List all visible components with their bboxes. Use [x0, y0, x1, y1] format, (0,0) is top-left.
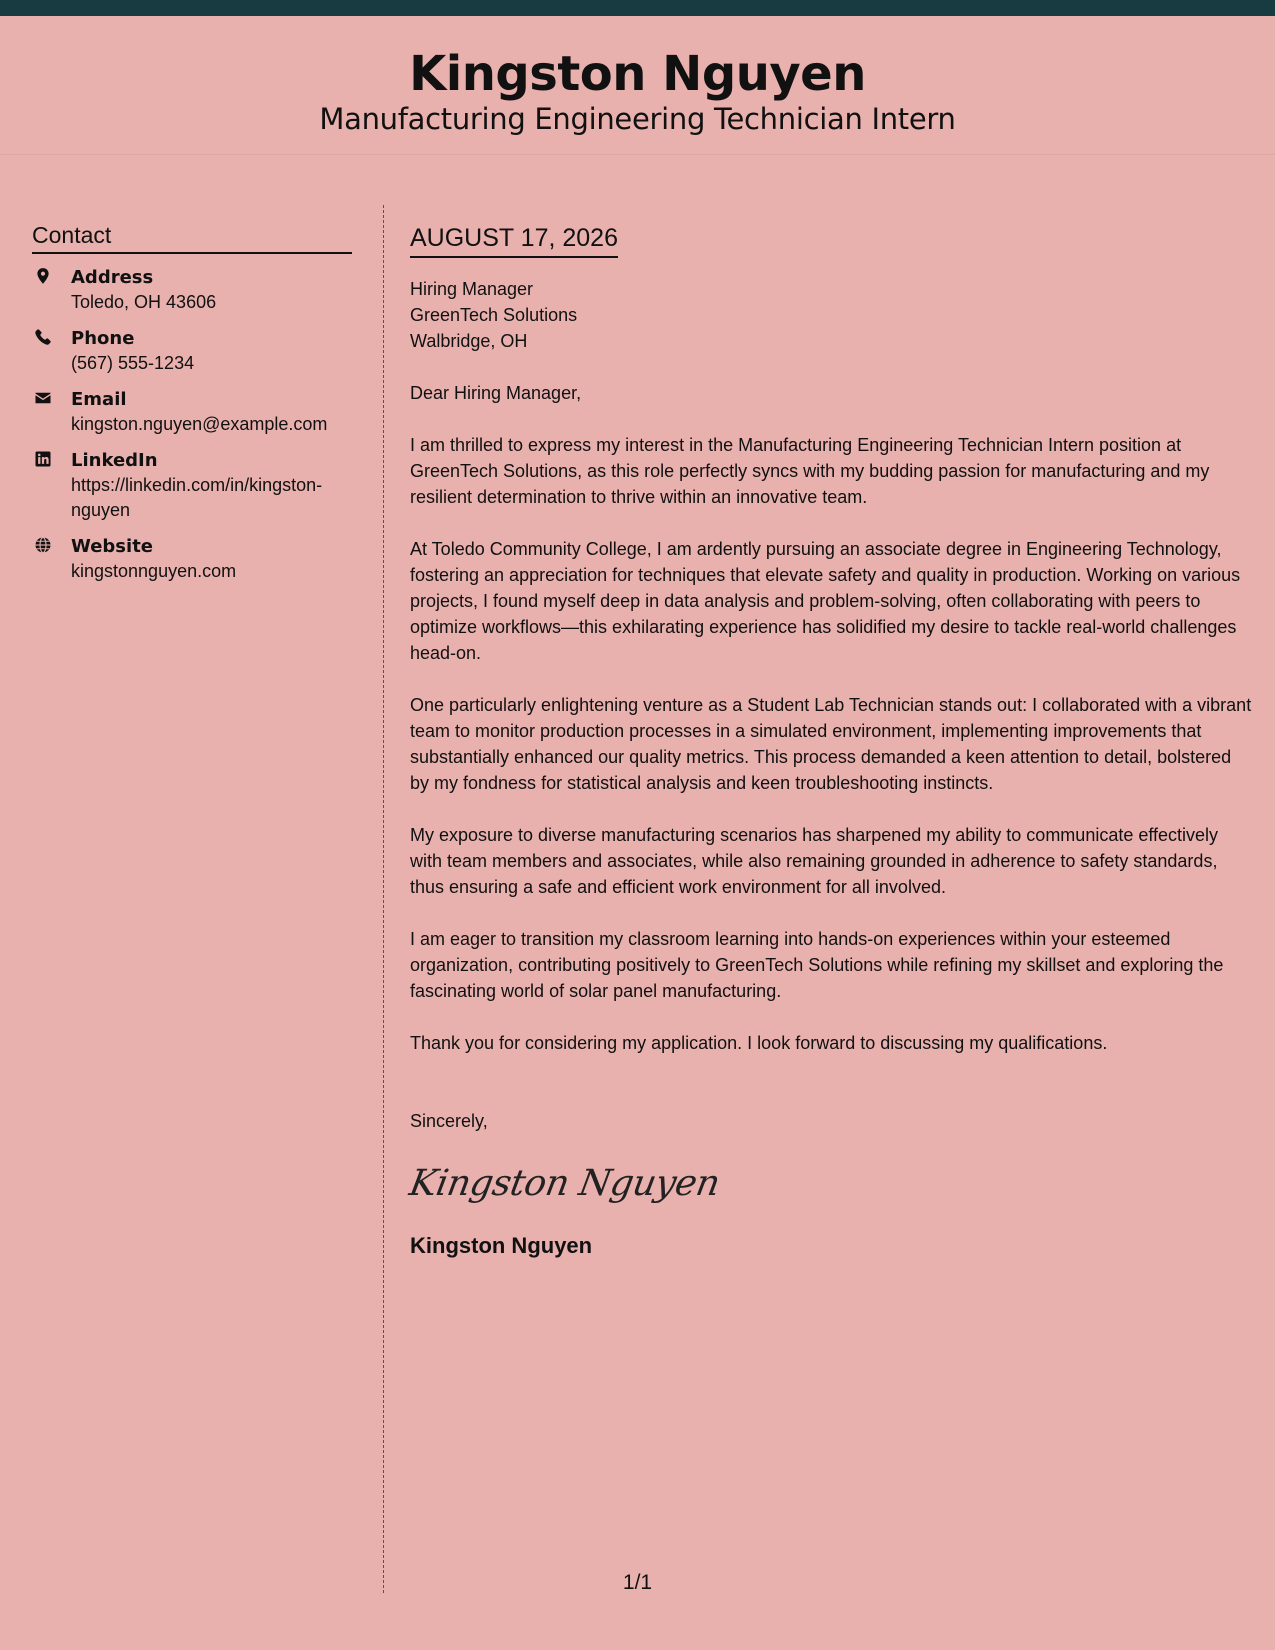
globe-icon: [34, 536, 52, 554]
envelope-icon: [34, 389, 52, 407]
contact-item-address: [32, 265, 352, 315]
phone-icon: [34, 328, 52, 346]
contact-value: https://linkedin.com/in/kingston-nguyen: [71, 475, 323, 520]
handwritten-signature: Kingston Nguyen: [406, 1163, 723, 1204]
letter-body: [406, 222, 1252, 1260]
recipient-line: Walbridge, OH: [410, 331, 528, 351]
contact-item-phone: [32, 326, 352, 376]
top-accent-bar: [0, 0, 1275, 16]
contact-label: Address: [71, 267, 154, 288]
contact-value: (567) 555-1234: [71, 353, 195, 373]
recipient-line: GreenTech Solutions: [410, 305, 578, 325]
contact-value: Toledo, OH 43606: [71, 292, 217, 312]
contact-label: Phone: [71, 328, 135, 349]
linkedin-icon: [34, 450, 52, 468]
paragraph: I am thrilled to express my interest in the Manufacturing Engineering Technician Intern position at GreenTech Solutions, as this role perfectly syncs with my budding passion for manufacturing and my resilient determination to thrive within an innovative team.: [410, 435, 1210, 507]
contact-item-website: [32, 534, 352, 584]
salutation: Dear Hiring Manager,: [410, 383, 582, 403]
applicant-name: Kingston Nguyen: [409, 46, 866, 102]
applicant-role: Manufacturing Engineering Technician Intern: [319, 102, 956, 136]
signer-name: Kingston Nguyen: [410, 1233, 593, 1258]
paragraph: I am eager to transition my classroom learning into hands-on experiences within your esteemed organization, contributing positively to GreenTech Solutions while refining my skillset and exploring the fascinating world of solar panel manufacturing.: [410, 929, 1224, 1001]
contact-label: Website: [71, 536, 154, 557]
contact-value: kingston.nguyen@example.com: [71, 414, 328, 434]
paragraph: At Toledo Community College, I am ardently pursuing an associate degree in Engineering Technology, fostering an appreciation for techniques that elevate safety and quality in production. Working on various projects, I found myself deep in data analysis and problem-solving, often collaborating with peers to optimize workflows—this exhilarating experience has solidified my desire to tackle real-world challenges head-on.: [410, 539, 1241, 663]
column-divider: [383, 205, 384, 1593]
recipient-block: [410, 276, 1252, 354]
contact-label: LinkedIn: [71, 450, 158, 471]
recipient-line: Hiring Manager: [410, 279, 534, 299]
map-pin-icon: [34, 267, 52, 285]
contact-heading: Contact: [32, 220, 352, 254]
letter-date: AUGUST 17, 2026: [410, 222, 618, 258]
contact-sidebar: [32, 220, 352, 584]
closing: Sincerely,: [410, 1111, 488, 1131]
contact-item-email: [32, 387, 352, 437]
letter-header: [0, 16, 1275, 155]
contact-item-linkedin: [32, 448, 352, 523]
paragraph: My exposure to diverse manufacturing scenarios has sharpened my ability to communicate effectively with team members and associates, while also remaining grounded in adherence to safety standards, thus ensuring a safe and efficient work environment for all involved.: [410, 825, 1219, 897]
paragraph: One particularly enlightening venture as a Student Lab Technician stands out: I collaborated with a vibrant team to monitor production processes in a simulated environment, implementing improvements that substantially enhanced our quality metrics. This process demanded a keen attention to detail, bolstered by my fondness for statistical analysis and keen troubleshooting instincts.: [410, 695, 1252, 793]
paragraph: Thank you for considering my application. I look forward to discussing my qualifications.: [410, 1033, 1108, 1053]
contact-label: Email: [71, 389, 127, 410]
contact-value: kingstonnguyen.com: [71, 561, 237, 581]
page-number: 1/1: [622, 1571, 653, 1594]
